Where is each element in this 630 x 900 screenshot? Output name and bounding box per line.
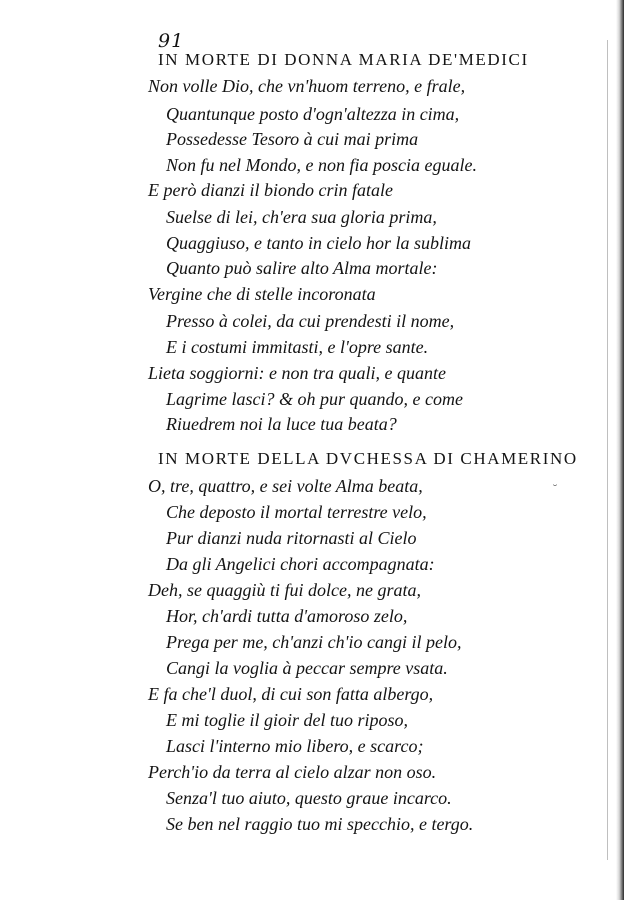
verse-line: Deh, se quaggiù ti fui dolce, ne grata, [148,580,421,600]
bleed-through-mark: ˘ [552,483,558,497]
verse-line: Possedesse Tesoro à cui mai prima [166,129,419,149]
verse-line: Non volle Dio, che vn'huom terreno, e frale, [148,76,466,96]
verse-line: Quantunque posto d'ogn'altezza in cima, [166,104,460,124]
verse-line: Se ben nel raggio tuo mi specchio, e tergo. [166,814,474,834]
poem-heading-2: IN MORTE DELLA DVCHESSA DI CHAMERINO [158,449,578,468]
verse-line: Lagrime lasci? & oh pur quando, e come [166,389,463,409]
verse-line: Senza'l tuo aiuto, questo graue incarco. [166,788,452,808]
verse-line: Che deposto il mortal terrestre velo, [166,502,427,522]
verse-line: Suelse di lei, ch'era sua gloria prima, [166,207,437,227]
verse-line: Lasci l'interno mio libero, e scarco; [166,736,424,756]
page-gutter-shadow [616,0,624,900]
verse-line: Quaggiuso, e tanto in cielo hor la sublima [166,233,471,253]
verse-line: E mi toglie il gioir del tuo riposo, [166,710,408,730]
verse-line: E fa che'l duol, di cui son fatta albergo, [148,684,434,704]
poem-heading-1: IN MORTE DI DONNA MARIA DE'MEDICI [158,50,529,69]
verse-line: Hor, ch'ardi tutta d'amoroso zelo, [166,606,408,626]
verse-line: Riuedrem noi la luce tua beata? [166,414,397,434]
verse-line: E però dianzi il biondo crin fatale [148,180,393,200]
gutter-line [607,40,608,860]
verse-line: Prega per me, ch'anzi ch'io cangi il pelo, [166,632,462,652]
verse-line: Da gli Angelici chori accompagnata: [166,554,435,574]
verse-line: Perch'io da terra al cielo alzar non oso. [148,762,437,782]
verse-line: Lieta soggiorni: e non tra quali, e quante [148,363,446,383]
verse-line: Pur dianzi nuda ritornasti al Cielo [166,528,417,548]
verse-line: Cangi la voglia à peccar sempre vsata. [166,658,448,678]
verse-line: E i costumi immitasti, e l'opre sante. [166,337,429,357]
verse-line: Non fu nel Mondo, e non fia poscia eguale. [166,155,477,175]
verse-line: Vergine che di stelle incoronata [148,284,376,304]
verse-line: Presso à colei, da cui prendesti il nome, [166,311,455,331]
page-number: 91 [158,30,185,52]
verse-line: O, tre, quattro, e sei volte Alma beata, [148,476,423,496]
verse-line: Quanto può salire alto Alma mortale: [166,258,438,278]
